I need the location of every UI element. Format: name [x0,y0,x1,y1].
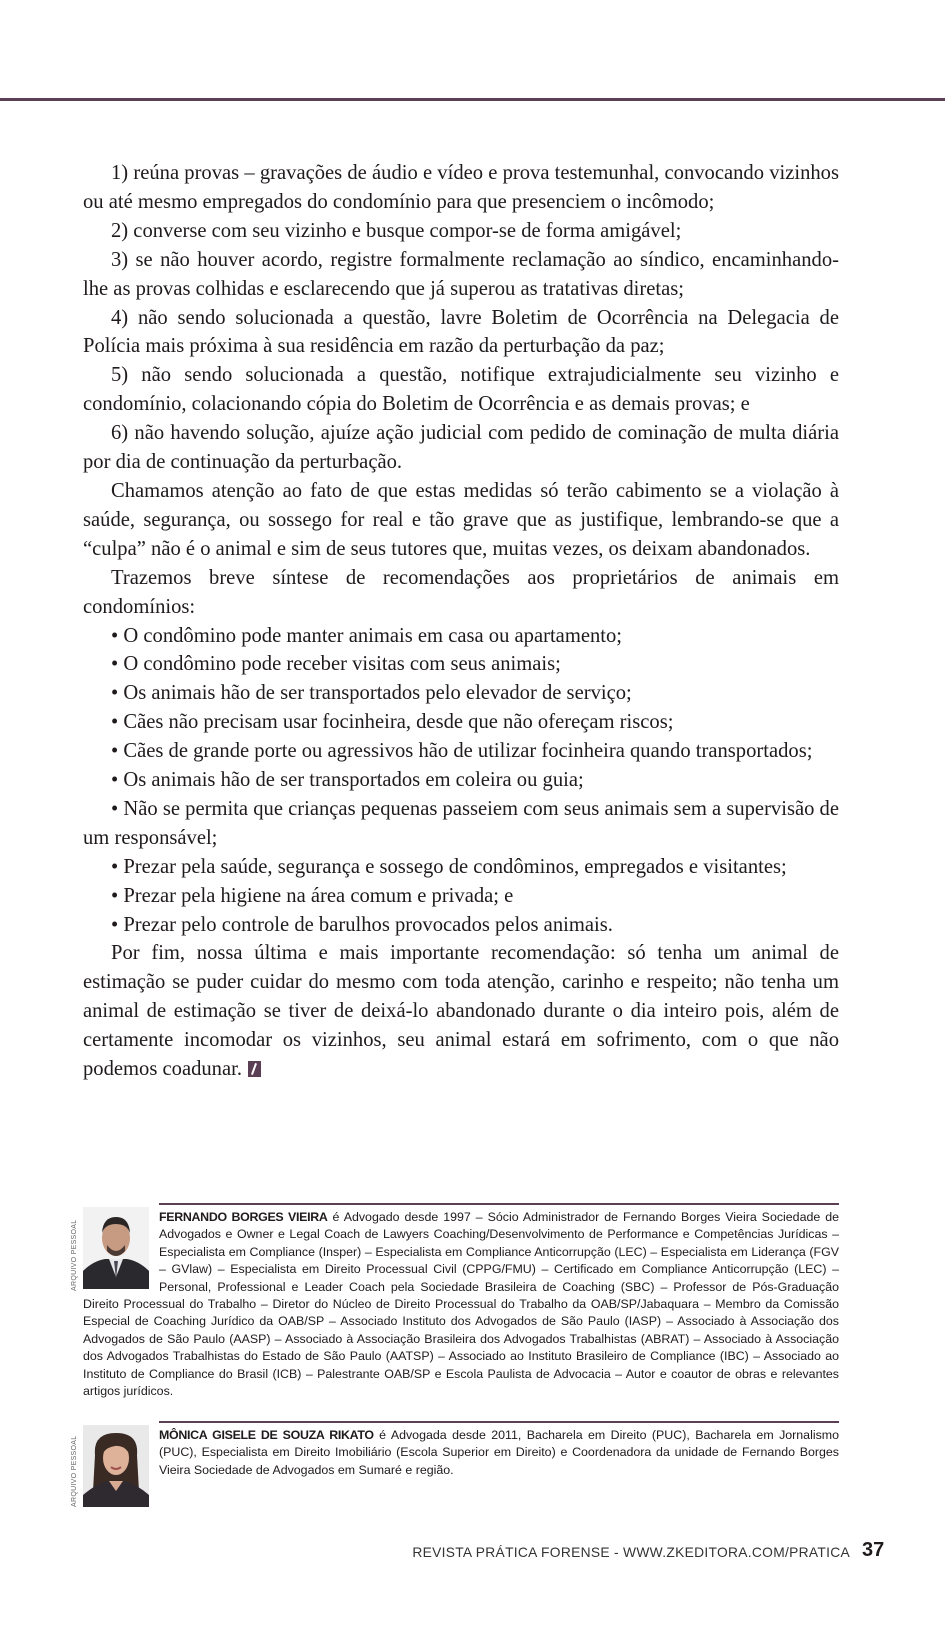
header-rule [0,98,945,101]
paragraph-attention: Chamamos atenção ao fato de que estas medidas só terão cabimento se a violação à saúde, segurança, ou sossego for real e tão grave que as justifique, lembrando-se que a “culpa” não é o animal e sim de seus tutores que, muitas vezes, os deixam abandonados. [83,479,839,560]
bio-divider [159,1421,839,1423]
author-name: MÔNICA GISELE DE SOUZA RIKATO [159,1428,374,1442]
end-of-article-icon [248,1061,261,1077]
bullet-item: • Cães de grande porte ou agressivos hão de utilizar focinheira quando transportados; [111,740,813,763]
photo-credit: ARQUIVO PESSOAL [71,1435,78,1507]
author-bio-text [83,1427,839,1479]
bullet-item: • Os animais hão de ser transportados pelo elevador de serviço; [111,682,632,705]
publication-footer: REVISTA PRÁTICA FORENSE - WWW.ZKEDITORA.COM/PRATICA [412,1545,850,1560]
author-bio-monica [71,1421,839,1507]
bullet-item: • Prezar pelo controle de barulhos provocados pelos animais. [111,913,613,936]
closing-text: Por fim, nossa última e mais importante recomendação: só tenha um animal de estimação se puder cuidar do mesmo com toda atenção, carinho e respeito; não tenha um animal de estimação se tiver de deixá-lo abandonado durante o dia inteiro pois, além de certamente incomodar os vizinhos, seu animal estará em sofrimento, com o que não podemos coadunar. [83,942,839,1081]
photo-spacer [83,1209,159,1295]
author-bio-fernando [71,1203,839,1399]
bullet-item: • Não se permita que crianças pequenas passeiem com seus animais sem a supervisão de um responsável; [83,797,839,849]
bullet-item: • O condômino pode receber visitas com seus animais; [111,653,561,676]
bullet-item: • Prezar pela saúde, segurança e sossego de condôminos, empregados e visitantes; [111,855,787,878]
paragraph-summary-intro: Trazemos breve síntese de recomendações aos proprietários de animais em condomínios: [83,566,839,618]
bullet-item: • O condômino pode manter animais em casa ou apartamento; [111,624,623,647]
bio-divider [159,1203,839,1205]
list-step-6: 6) não havendo solução, ajuíze ação judicial com pedido de cominação de multa diária por dia de continuação da perturbação. [83,422,839,474]
list-step-5: 5) não sendo solucionada a questão, notifique extrajudicialmente seu vizinho e condomínio, colacionando cópia do Boletim de Ocorrência e as demais provas; e [83,364,839,416]
bullet-item: • Os animais hão de ser transportados em coleira ou guia; [111,769,584,792]
paragraph-closing [83,939,839,1084]
list-step-3: 3) se não houver acordo, registre formalmente reclamação ao síndico, encaminhando-lhe as provas colhidas e esclarecendo que já superou as tratativas diretas; [83,248,839,300]
page-number: 37 [862,1539,885,1561]
list-step-1: 1) reúna provas – gravações de áudio e vídeo e prova testemunhal, convocando vizinhos ou até mesmo empregados do condomínio para que presenciem o incômodo; [83,162,839,213]
bullet-item: • Prezar pela higiene na área comum e privada; e [111,884,514,907]
bullet-item: • Cães não precisam usar focinheira, desde que não ofereçam riscos; [111,711,674,734]
photo-spacer [83,1427,159,1477]
article-body [83,159,839,1084]
author-name: FERNANDO BORGES VIEIRA [159,1210,328,1224]
list-step-4: 4) não sendo solucionada a questão, lavre Boletim de Ocorrência na Delegacia de Polícia mais próxima à sua residência em razão da perturbação da paz; [83,306,839,358]
list-step-2: 2) converse com seu vizinho e busque compor-se de forma amigável; [111,219,682,242]
author-description: é Advogado desde 1997 – Sócio Administrador de Fernando Borges Vieira Sociedade de Advogados e Owner e Legal Coach de Lawyers Coaching/Desenvolvimento de Performance e Competências Jurídicas – Especialista em Compliance (Insper) – Especialista em Compliance Anticorrupção (LEC) – Especialista em Liderança (FGV – GVlaw) – Especialista em Direito Processual Civil (CPPG/FMU) – Certificado em Compliance Anticorrupção (LEC) – Personal, Professional e Leader Coach pela Sociedade Brasileira de Coaching (SBC) – Professor de Pós-Graduação Direito Processual do Trabalho – Diretor do Núcleo de Direito Processual do Trabalho da OAB/SP/Jabaquara – Membro da Comissão Especial de Coaching Jurídico da OAB/SP – Associado Instituto dos Advogados de São Paulo (IASP) – Associado à Associação dos Advogados de São Paulo (AASP) – Associado à Associação Brasileira dos Advogados Trabalhistas (ABRAT) – Associado à Associação dos Advogados Trabalhistas do Estado de São Paulo (AATSP) – Associado ao Instituto Brasileiro de Compliance (IBC) – Associado ao Instituto de Compliance do Brasil (ICB) – Palestrante OAB/SP e Escola Paulista de Advocacia – Autor e coautor de obras e relevantes artigos jurídicos. [83,1210,839,1399]
photo-credit: ARQUIVO PESSOAL [71,1219,78,1291]
author-bio-text [83,1209,839,1400]
author-description: é Advogada desde 2011, Bacharela em Direito (PUC), Bacharela em Jornalismo (PUC), Especialista em Direito Imobiliário (Escola Superior em Direito) e Coordenadora da unidade de Fernando Borges Vieira Sociedade de Advogados em Sumaré e região. [159,1428,839,1477]
